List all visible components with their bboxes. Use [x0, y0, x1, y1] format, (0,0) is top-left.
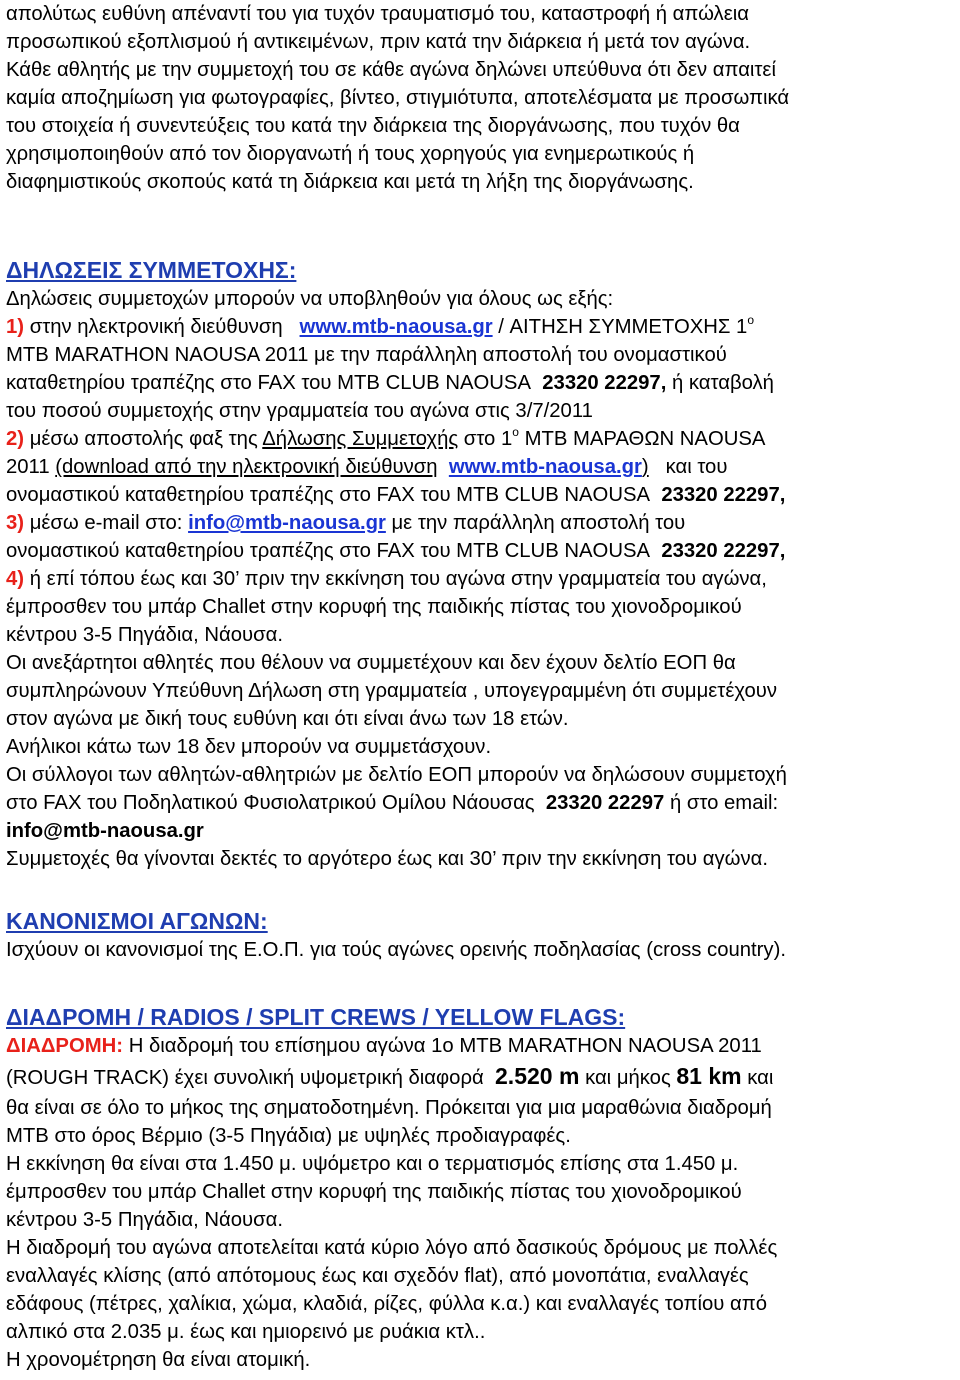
minors-line: Ανήλικοι κάτω των 18 δεν μπορούν να συμμετάσχουν. — [6, 736, 492, 758]
item-text: MTB ΜΑΡΑΘΩΝ NAOUSA — [524, 428, 766, 450]
intro-line: Κάθε αθλητής με την συμμετοχή του σε κάθε αγώνα δηλώνει υπεύθυνα ότι δεν απαιτεί — [6, 59, 776, 81]
declaration-item-4 — [6, 565, 954, 593]
route-line: εδάφους (πέτρες, χαλίκια, χώμα, κλαδιά, ρίζες, φύλλα κ.α.) και εναλλαγές τοπίου από — [6, 1293, 767, 1315]
rules-section — [6, 906, 954, 964]
item-text: ή επί τόπου έως και 30’ πριν την εκκίνηση του αγώνα στην γραμματεία του αγώνα, — [29, 568, 767, 590]
route-line: θα είναι σε όλο το μήκος της σηματοδοτημένη. Πρόκειται για μια μαραθώνια διαδρομή — [6, 1097, 772, 1119]
route-label: ΔΙΑΔΡΟΜΗ: — [6, 1035, 124, 1057]
item-text: ονομαστικού καταθετηρίου τραπέζης στο FAX του MTB CLUB NAOUSA — [6, 540, 651, 562]
item-number: 1) — [6, 316, 25, 338]
intro-line: απολύτως ευθύνη απέναντί του για τυχόν τραυματισμό του, καταστροφή ή απώλεια — [6, 3, 749, 25]
deadline-line: Συμμετοχές θα γίνονται δεκτές το αργότερο έως και 30’ πριν την εκκίνηση του αγώνα. — [6, 848, 768, 870]
underlined-text: Δήλωσης Συμμετοχής — [262, 428, 459, 450]
route-heading: ΔΙΑΔΡΟΜΗ / RADIOS / SPLIT CREWS / YELLOW FLAGS: — [6, 1004, 626, 1030]
phone-number: 23320 22297 — [545, 792, 665, 814]
declaration-item-3 — [6, 509, 954, 537]
route-line-2 — [6, 1060, 954, 1094]
item-text: και — [747, 1067, 774, 1089]
item-text: και μήκος — [585, 1067, 671, 1089]
item-text: και του — [665, 456, 728, 478]
item-text: ονομαστικού καταθετηρίου τραπέζης στο FAX του MTB CLUB NAOUSA — [6, 484, 651, 506]
clubs-email: info@mtb-naousa.gr — [6, 820, 204, 842]
phone-number: 23320 22297, — [661, 484, 786, 506]
website-link[interactable]: www.mtb-naousa.gr — [299, 316, 493, 338]
item-text: ή στο email: — [669, 792, 779, 814]
item-4-line-3: κέντρου 3-5 Πηγάδια, Νάουσα. — [6, 624, 284, 646]
rules-heading: ΚΑΝΟΝΙΣΜΟΙ ΑΓΩΝΩΝ: — [6, 908, 268, 934]
route-line: αλπικό στα 2.035 μ. έως και ημιορεινό με ρυάκια κτλ.. — [6, 1321, 486, 1343]
length-value: 81 km — [676, 1063, 742, 1089]
independent-line: στον αγώνα με δική τους ευθύνη και ότι είναι άνω των 18 ετών. — [6, 708, 569, 730]
intro-line: καμία αποζημίωση για φωτογραφίες, βίντεο, στιγμιότυπα, αποτελέσματα με προσωπικά — [6, 87, 790, 109]
elevation-value: 2.520 m — [495, 1063, 580, 1089]
item-text: με την παράλληλη αποστολή του — [391, 512, 686, 534]
email-link[interactable]: info@mtb-naousa.gr — [188, 512, 386, 534]
item-text: στο FAX του Ποδηλατικού Φυσιολατρικού Ομίλου Νάουσας — [6, 792, 535, 814]
item-text: 2011 — [6, 456, 50, 478]
item-text: στην ηλεκτρονική διεύθυνση — [29, 316, 283, 338]
intro-line: χρησιμοποιηθούν από τον διοργανωτή ή τους χορηγούς για ενημερωτικούς ή — [6, 143, 695, 165]
intro-line: διαφημιστικούς σκοπούς κατά τη διάρκεια και μετά τη λήξη της διοργάνωσης. — [6, 171, 694, 193]
rules-text: Ισχύουν οι κανονισμοί της Ε.Ο.Π. για τούς αγώνες ορεινής ποδηλασίας (cross country). — [6, 939, 786, 961]
item-text: μέσω e-mail στο: — [29, 512, 183, 534]
route-line: Η διαδρομή του αγώνα αποτελείται κατά κύριο λόγο από δασικούς δρόμους με πολλές — [6, 1237, 778, 1259]
intro-line: του στοιχεία ή συνεντεύξεις του κατά την διάρκεια της διοργάνωσης, που τυχόν θα — [6, 115, 740, 137]
item-2-line-2 — [6, 453, 954, 481]
declarations-intro: Δηλώσεις συμμετοχών μπορούν να υποβληθούν για όλους ως εξής: — [6, 288, 614, 310]
item-4-line-2: έμπροσθεν του μπάρ Challet στην κορυφή της παιδικής πίστας του χιονοδρομικού — [6, 596, 742, 618]
item-3-line-2 — [6, 537, 954, 565]
declaration-item-2 — [6, 425, 954, 453]
item-2-line-3 — [6, 481, 954, 509]
route-line-1 — [6, 1032, 954, 1060]
route-line: MTB στο όρος Βέρμιο (3-5 Πηγάδια) με υψηλές προδιαγραφές. — [6, 1125, 571, 1147]
intro-paragraph — [6, 0, 789, 196]
independent-line: Οι ανεξάρτητοι αθλητές που θέλουν να συμμετέχουν και δεν έχουν δελτίο ΕΟΠ θα — [6, 652, 736, 674]
item-1-line-3 — [6, 369, 954, 397]
phone-number: 23320 22297, — [542, 372, 667, 394]
superscript: o — [747, 313, 755, 327]
item-text: Η διαδρομή του επίσημου αγώνα 1ο MTB MARATHON NAOUSA 2011 — [128, 1035, 762, 1057]
route-line: εναλλαγές κλίσης (από απότομους έως και σχεδόν flat), από μονοπάτια, εναλλαγές — [6, 1265, 749, 1287]
declarations-section — [6, 255, 954, 873]
item-number: 3) — [6, 512, 25, 534]
item-text: ή καταβολή — [671, 372, 774, 394]
route-line: Η χρονομέτρηση θα είναι ατομική. — [6, 1349, 311, 1371]
route-line: έμπροσθεν του μπάρ Challet στην κορυφή της παιδικής πίστας του χιονοδρομικού — [6, 1181, 742, 1203]
superscript: ο — [512, 425, 519, 439]
item-text: (ROUGH TRACK) έχει συνολική υψομετρική διαφορά — [6, 1067, 484, 1089]
declaration-item-1 — [6, 313, 954, 341]
item-1-line-2: MTB MARATHON NAOUSA 2011 με την παράλληλη αποστολή του ονομαστικού — [6, 344, 727, 366]
route-line: κέντρου 3-5 Πηγάδια, Νάουσα. — [6, 1209, 284, 1231]
item-1-line-4: του ποσού συμμετοχής στην γραμματεία του αγώνα στις 3/7/2011 — [6, 400, 593, 422]
phone-number: 23320 22297, — [661, 540, 786, 562]
item-text: καταθετηρίου τραπέζης στο FAX του MTB CLUB NAOUSA — [6, 372, 531, 394]
independent-line: συμπληρώνουν Υπεύθυνη Δήλωση στη γραμματεία , υπογεγραμμένη ότι συμμετέχουν — [6, 680, 777, 702]
underlined-text: (download από την ηλεκτρονική διεύθυνση — [55, 456, 438, 478]
item-number: 4) — [6, 568, 25, 590]
clubs-line-1: Οι σύλλογοι των αθλητών-αθλητριών με δελτίο ΕΟΠ μπορούν να δηλώσουν συμμετοχή — [6, 764, 787, 786]
website-link[interactable]: www.mtb-naousa.gr — [448, 456, 642, 478]
item-text: / ΑΙΤΗΣΗ ΣΥΜΜΕΤΟΧΗΣ 1 — [498, 316, 748, 338]
route-line: Η εκκίνηση θα είναι στα 1.450 μ. υψόμετρο και ο τερματισμός επίσης στα 1.450 μ. — [6, 1153, 739, 1175]
intro-line: προσωπικού εξοπλισμού ή αντικειμένων, πριν κατά την διάρκεια ή μετά τον αγώνα. — [6, 31, 751, 53]
route-section — [6, 1002, 954, 1374]
underlined-text: ) — [641, 456, 649, 478]
item-number: 2) — [6, 428, 25, 450]
clubs-line-2 — [6, 789, 954, 817]
item-text: στο 1 — [463, 428, 513, 450]
item-text: μέσω αποστολής φαξ της — [29, 428, 258, 450]
declarations-heading: ΔΗΛΩΣΕΙΣ ΣΥΜΜΕΤΟΧΗΣ: — [6, 257, 297, 283]
